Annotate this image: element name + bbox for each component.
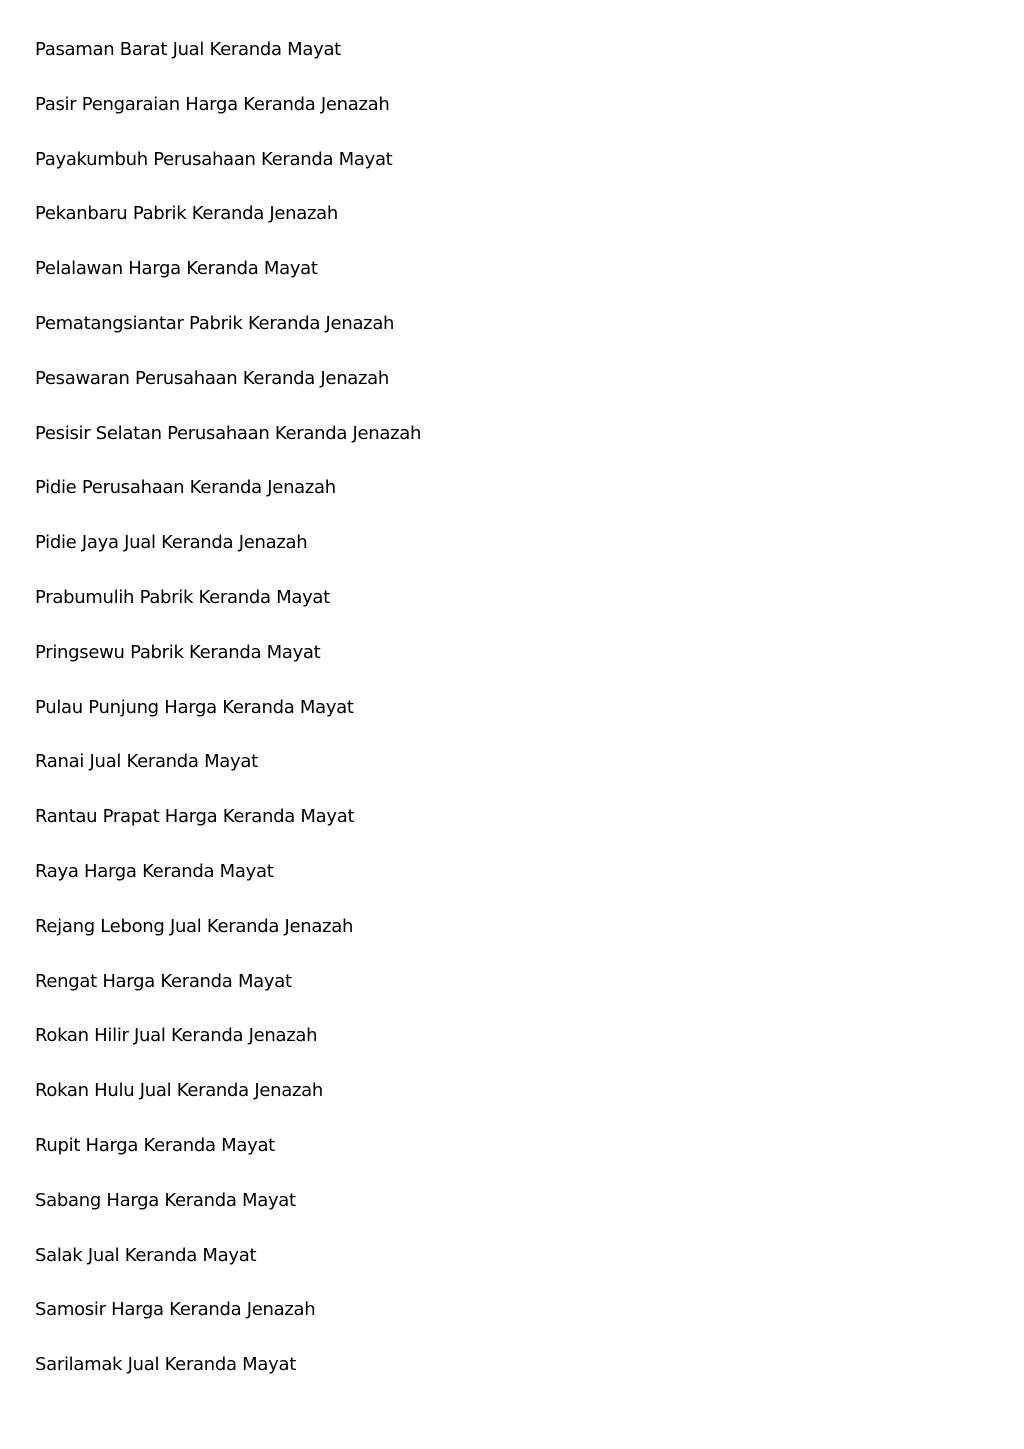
list-item: Pelalawan Harga Keranda Mayat (35, 258, 318, 280)
list-item: Prabumulih Pabrik Keranda Mayat (35, 586, 330, 608)
list-item: Pasaman Barat Jual Keranda Mayat (35, 39, 341, 60)
list-item: Pulau Punjung Harga Keranda Mayat (35, 696, 354, 718)
list-item: Payakumbuh Perusahaan Keranda Mayat (35, 148, 393, 170)
list-item: Pasir Pengaraian Harga Keranda Jenazah (35, 93, 390, 115)
list-item: Rokan Hilir Jual Keranda Jenazah (35, 1025, 318, 1047)
list-item: Rokan Hulu Jual Keranda Jenazah (35, 1080, 323, 1102)
list-item: Sarilamak Jual Keranda Mayat (35, 1354, 296, 1376)
list-item: Pesawaran Perusahaan Keranda Jenazah (35, 367, 390, 389)
list-item: Sabang Harga Keranda Mayat (35, 1189, 296, 1211)
list-item: Raya Harga Keranda Mayat (35, 860, 274, 882)
list-item: Rengat Harga Keranda Mayat (35, 970, 292, 992)
list-item: Rejang Lebong Jual Keranda Jenazah (35, 915, 354, 937)
list-item: Pekanbaru Pabrik Keranda Jenazah (35, 203, 338, 225)
list-item: Pidie Perusahaan Keranda Jenazah (35, 477, 336, 499)
list-item: Pesisir Selatan Perusahaan Keranda Jenazah (35, 422, 422, 444)
list-item: Pidie Jaya Jual Keranda Jenazah (35, 532, 308, 554)
text-list (35, 37, 421, 1407)
list-item: Rupit Harga Keranda Mayat (35, 1134, 275, 1156)
list-item: Pringsewu Pabrik Keranda Mayat (35, 641, 321, 663)
list-item: Samosir Harga Keranda Jenazah (35, 1299, 316, 1321)
list-item: Ranai Jual Keranda Mayat (35, 751, 258, 773)
list-item: Rantau Prapat Harga Keranda Mayat (35, 806, 355, 828)
list-item: Pematangsiantar Pabrik Keranda Jenazah (35, 312, 395, 334)
list-item: Salak Jual Keranda Mayat (35, 1244, 257, 1266)
